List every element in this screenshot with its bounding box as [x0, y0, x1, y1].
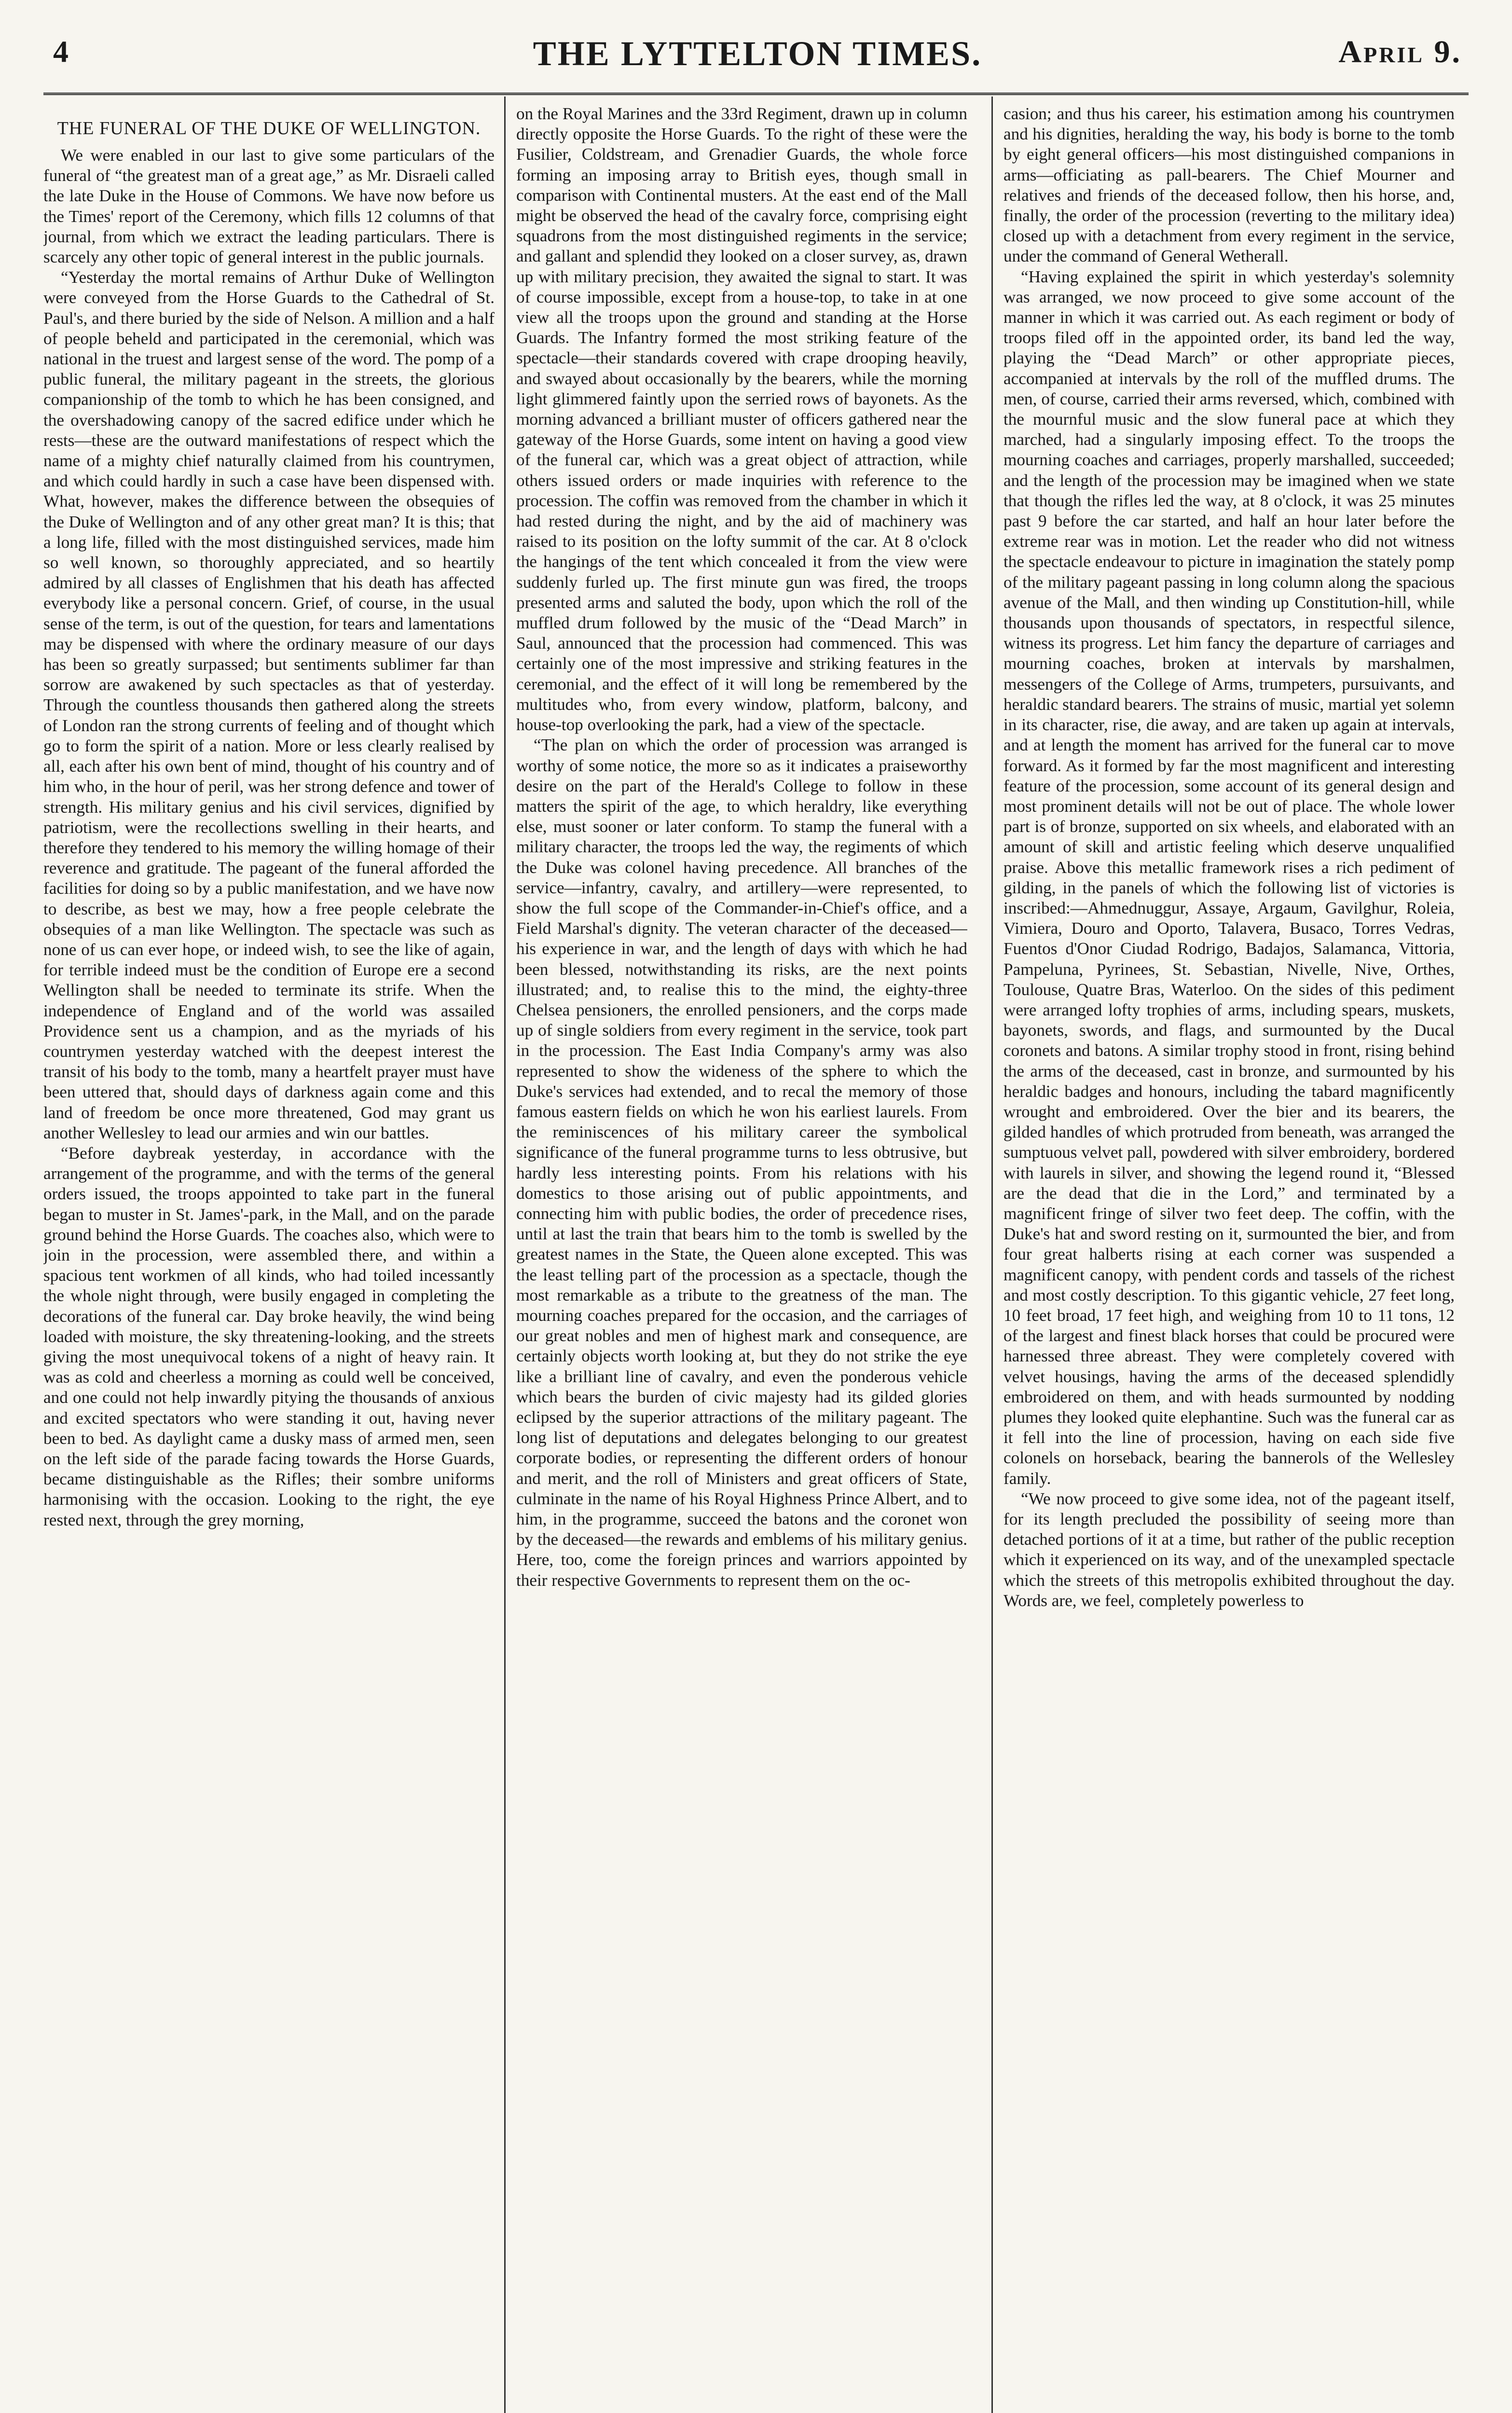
article-paragraph: “The plan on which the order of procession was arranged is worthy of some notice, the more so as it indicates a praiseworthy desire on the part of the Herald's College to follow in these matters the spirit of the age, to which heraldry, like everything else, must sooner or later conform. To stamp the funeral with a military character, the troops led the way, the regiments of which the Duke was colonel having precedence. All branches of the service—infantry, cavalry, and artillery—were represented, to show the full scope of the Commander-in-Chief's office, and a Field Marshal's dignity. The veteran character of the deceased—his experience in war, and the length of days with which he had been blessed, notwithstanding its risks, are the next points illustrated; and, to realise this to the mind, the eighty-three Chelsea pensioners, the enrolled pensioners, and the corps made up of single soldiers from every regiment in the service, took part in the procession. The East India Company's army was also represented to show the wideness of the sphere to which the Duke's services had extended, and to recal the memory of those famous eastern fields on which he won his earliest laurels. From the reminiscences of his military career the symbolical significance of the funeral programme turns to less obtrusive, but hardly less interesting points. From his relations with his domestics to those arising out of public appointments, and connecting him with public bodies, the order of precedence rises, until at last the train that bears him to the tomb is swelled by the greatest names in the State, the Queen alone excepted. This was the least telling part of the procession as a spectacle, though the most remarkable as a tribute to the greatness of the man. The mourning coaches prepared for the occasion, and the carriages of our great nobles and men of highest mark and consequence, are certainly objects worth looking at, but they do not strike the eye like a brilliant line of cavalry, and even the ponderous vehicle which bears the burden of civic majesty had its gilded glories eclipsed by the superior attractions of the military pageant. The long list of deputations and delegates belonging to our greatest corporate bodies, or representing the different orders of honour and merit, and the roll of Ministers and great officers of State, culminate in the name of his Royal Highness Prince Albert, and to him, in the programme, succeed the batons and the coronet won by the deceased—the rewards and emblems of his military genius. Here, too, come the foreign princes and warriors appointed by their respective Governments to represent them on the oc-: [516, 735, 967, 1590]
article-column-1: [43, 104, 495, 2408]
issue-date: April 9.: [1338, 34, 1462, 69]
article-paragraph: on the Royal Marines and the 33rd Regiment, drawn up in column directly opposite the Horse Guards. To the right of these were the Fusilier, Coldstream, and Grenadier Guards, the whole force forming an imposing array to British eyes, though small in comparison with Continental musters. At the east end of the Mall might be observed the head of the cavalry force, comprising eight squadrons from the most distinguished regiments in the service; and gallant and splendid they looked on a closer survey, as, drawn up with military precision, they awaited the signal to start. It was of course impossible, except from a house-top, to take in at one view all the troops upon the ground and standing at the Horse Guards. The Infantry formed the most striking feature of the spectacle—their standards covered with crape drooping heavily, and swayed about occasionally by the bearers, while the morning light glimmered faintly upon the serried rows of bayonets. As the morning advanced a brilliant muster of officers gathered near the gateway of the Horse Guards, some intent on having a good view of the funeral car, which was a great object of attraction, while others issued orders or made inquiries with reference to the procession. The coffin was removed from the chamber in which it had rested during the night, and by the aid of machinery was raised to its position on the lofty summit of the car. At 8 o'clock the hangings of the tent which concealed it from the view were suddenly furled up. The first minute gun was fired, the troops presented arms and saluted the body, upon which the roll of the muffled drum followed by the music of the “Dead March” in Saul, announced that the procession had commenced. This was certainly one of the most impressive and striking features in the ceremonial, and the effect of it will long be remembered by the multitudes who, from every window, platform, balcony, and house-top overlooking the park, had a view of the spectacle.: [516, 104, 967, 735]
article-paragraph: “Before daybreak yesterday, in accordance with the arrangement of the programme, and with the terms of the general orders issued, the troops appointed to take part in the funeral began to muster in St. James'-park, in the Mall, and on the parade ground behind the Horse Guards. The coaches also, which were to join in the procession, were assembled there, and within a spacious tent workmen of all kinds, who had toiled incessantly the whole night through, were busily engaged in completing the decorations of the funeral car. Day broke heavily, the wind being loaded with moisture, the sky threatening-looking, and the streets giving the most unequivocal tokens of a night of heavy rain. It was as cold and cheerless a morning as could well be conceived, and one could not help inwardly pitying the thousands of anxious and excited spectators who were standing it out, having never been to bed. As daylight came a dusky mass of armed men, seen on the left side of the parade facing towards the Horse Guards, became distinguishable as the Rifles; their sombre uniforms harmonising with the occasion. Looking to the right, the eye rested next, through the grey morning,: [43, 1143, 495, 1529]
article-paragraph: “Yesterday the mortal remains of Arthur Duke of Wellington were conveyed from the Horse Guards to the Cathedral of St. Paul's, and there buried by the side of Nelson. A million and a half of people beheld and participated in the ceremonial, which was national in the truest and largest sense of the word. The pomp of a public funeral, the military pageant in the streets, the glorious companionship of the tomb to which he has been consigned, and the overshadowing canopy of the sacred edifice under which he rests—these are the outward manifestations of respect which the name of a mighty chief naturally claimed from his countrymen, and which could hardly in such a case have been dispensed with. What, however, makes the difference between the obsequies of the Duke of Wellington and of any other great man? It is this; that a long life, filled with the most distinguished services, made him so well known, so thoroughly appreciated, and so heartily admired by all classes of Englishmen that his death has affected everybody like a personal concern. Grief, of course, in the usual sense of the term, is out of the question, for tears and lamentations may be dispensed with where the ordinary measure of our days has been so greatly surpassed; but sentiments sublimer far than sorrow are awakened by such spectacles as that of yesterday. Through the countless thousands then gathered along the streets of London ran the strong currents of feeling and of thought which go to form the spirit of a nation. More or less clearly realised by all, each after his own bent of mind, thought of his country and of him who, in the hour of peril, was her strong defence and tower of strength. His military genius and his civil services, dignified by patriotism, were the recollections swelling in their hearts, and therefore they tendered to his memory the willing homage of their reverence and gratitude. The pageant of the funeral afforded the facilities for doing so by a public manifestation, and we have now to describe, as best we may, how a free people celebrate the obsequies of a man like Wellington. The spectacle was such as none of us can ever hope, or indeed wish, to see the like of again, for terrible indeed must be the condition of Europe ere a second Wellington shall be needed to terminate its strife. When the independence of England and of the world was assailed Providence sent us a champion, and as the myriads of his countrymen yesterday watched with the deepest interest the transit of his body to the tomb, many a heartfelt prayer must have been uttered that, should days of darkness again come and this land of freedom be once more threatened, God may grant us another Wellesley to lead our armies and win our battles.: [43, 268, 495, 1142]
article-paragraph: casion; and thus his career, his estimation among his countrymen and his dignities, heralding the way, his body is borne to the tomb by eight general officers—his most distinguished companions in arms—officiating as pall-bearers. The Chief Mourner and relatives and friends of the deceased follow, then his horse, and, finally, the order of the procession (reverting to the military idea) closed up with a detachment from every regiment in the service, under the command of General Wetherall.: [1003, 104, 1455, 266]
column-divider: [991, 97, 993, 2413]
page-number: 4: [53, 34, 69, 69]
article-headline: THE FUNERAL OF THE DUKE OF WELLINGTON.: [57, 118, 481, 139]
article-column-2: [516, 104, 967, 2408]
masthead-rule: [43, 93, 1469, 95]
article-paragraph: “We now proceed to give some idea, not of the pageant itself, for its length precluded the possibility of seeing more than detached portions of it at a time, but rather of the public reception which it experienced on its way, and of the unexampled spectacle which the streets of this metropolis exhibited throughout the day. Words are, we feel, completely powerless to: [1003, 1489, 1455, 1610]
column-divider: [504, 97, 506, 2413]
masthead: [53, 34, 1462, 87]
article-paragraph: We were enabled in our last to give some particulars of the funeral of “the greatest man of a great age,” as Mr. Disraeli called the late Duke in the House of Commons. We have now before us the Times' report of the Ceremony, which fills 12 columns of that journal, from which we extract the leading particulars. There is scarcely any other topic of general interest in the public journals.: [43, 146, 495, 267]
newspaper-title: THE LYTTELTON TIMES.: [533, 34, 982, 73]
article-column-3: [1003, 104, 1455, 2408]
article-paragraph: “Having explained the spirit in which yesterday's solemnity was arranged, we now proceed to give some account of the manner in which it was carried out. As each regiment or body of troops filed off in the appointed order, its band led the way, playing the “Dead March” or other appropriate pieces, accompanied at intervals by the roll of the muffled drums. The men, of course, carried their arms reversed, which, combined with the mournful music and the slow funeral pace at which they marched, had a singularly imposing effect. To the troops the mourning coaches and carriages, properly marshalled, succeeded; and the length of the procession may be imagined when we state that though the rifles led the way, at 8 o'clock, it was 25 minutes past 9 before the car started, and half an hour later before the extreme rear was in motion. Let the reader who did not witness the spectacle endeavour to picture in imagination the stately pomp of the military pageant passing in long column along the spacious avenue of the Mall, and then winding up Constitution-hill, while thousands upon thousands of spectators, in respectful silence, witness its progress. Let him fancy the departure of carriages and mourning coaches, broken at intervals by marshalmen, messengers of the College of Arms, trumpeters, pursuivants, and heraldic standard bearers. The strains of music, martial yet solemn in its character, rise, die away, and are taken up again at intervals, and at length the moment has arrived for the funeral car to move forward. As it formed by far the most magnificent and interesting feature of the procession, some account of its general design and most prominent details will not be out of place. The whole lower part is of bronze, supported on six wheels, and elaborated with an amount of skill and artistic feeling which deserve unqualified praise. Above this metallic framework rises a rich pediment of gilding, in the panels of which the following list of victories is inscribed:—Ahmednuggur, Assaye, Argaum, Gavilghur, Roleia, Vimiera, Douro and Oporto, Talavera, Busaco, Torres Vedras, Fuentos d'Onor Ciudad Rodrigo, Badajos, Salamanca, Vittoria, Pampeluna, Pyrinees, St. Sebastian, Nivelle, Nive, Orthes, Toulouse, Quatre Bras, Waterloo. On the sides of this pediment were arranged lofty trophies of arms, including spears, muskets, bayonets, swords, and flags, and surmounted by the Ducal coronets and batons. A similar trophy stood in front, rising behind the arms of the deceased, cast in bronze, and surmounted by his heraldic badges and honours, including the tabard magnificently wrought and embroidered. Over the bier and its bearers, the gilded handles of which protruded from beneath, was arranged the sumptuous velvet pall, powdered with silver embroidery, bordered with laurels in silver, and showing the legend round it, “Blessed are the dead that die in the Lord,” and terminated by a magnificent fringe of silver two feet deep. The coffin, with the Duke's hat and sword resting on it, surmounted the bier, and from four great halberts rising at each corner was suspended a magnificent canopy, with pendent cords and tassels of the richest and most costly description. To this gigantic vehicle, 27 feet long, 10 feet broad, 17 feet high, and weighing from 10 to 11 tons, 12 of the largest and finest black horses that could be procured were harnessed three abreast. They were completely covered with velvet housings, having the arms of the deceased splendidly embroidered on them, and with heads surmounted by nodding plumes they looked quite elephantine. Such was the funeral car as it fell into the line of procession, having on each side five colonels on horseback, bearing the bannerols of the Wellesley family.: [1003, 267, 1455, 1488]
